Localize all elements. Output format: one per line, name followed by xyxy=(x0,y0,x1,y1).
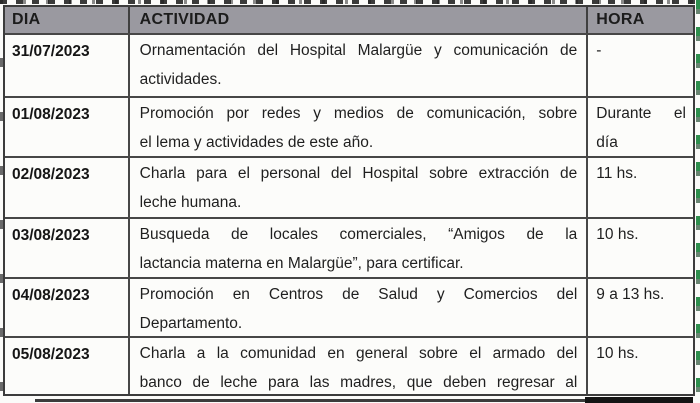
header-actividad: ACTIVIDAD xyxy=(130,7,589,33)
hora-cell xyxy=(588,98,693,156)
hora-line: 9 a 13 hs. xyxy=(596,286,665,303)
table-row xyxy=(5,35,693,98)
activity-line: Busqueda de locales comerciales, “Amigos de la xyxy=(139,226,578,243)
scan-noise-top xyxy=(0,0,700,4)
activity-line: actividades. xyxy=(139,71,222,88)
activity-line: leche humana. xyxy=(139,194,242,211)
header-dia: DIA xyxy=(5,7,130,33)
activity-line: lactancia materna en Malargüe”, para certificar. xyxy=(139,255,464,272)
date-cell: 04/08/2023 xyxy=(12,287,90,304)
next-row-partial-line xyxy=(35,399,585,402)
hora-line: - xyxy=(596,42,602,59)
table-row xyxy=(5,338,693,394)
activity-line: Charla a la comunidad en general sobre el armado del xyxy=(139,345,578,362)
table-row xyxy=(5,219,693,279)
activity-line: banco de leche para las madres, que deben regresar al xyxy=(139,374,578,391)
hora-cell xyxy=(588,158,693,217)
activity-cell xyxy=(130,219,589,277)
activity-line: Promoción por redes y medios de comunicación, sobre xyxy=(139,105,578,122)
hora-line: 10 hs. xyxy=(596,345,639,362)
hora-cell xyxy=(588,35,693,96)
hora-cell xyxy=(588,219,693,277)
schedule-table xyxy=(3,5,695,396)
next-row-partial-cell xyxy=(585,397,693,403)
activity-cell xyxy=(130,158,589,217)
hora-line: 11 hs. xyxy=(596,165,638,182)
header-hora: HORA xyxy=(596,11,645,28)
activity-line: Departamento. xyxy=(139,315,243,332)
activity-line: Ornamentación del Hospital Malargüe y comunicación de xyxy=(139,42,578,59)
table-row xyxy=(5,279,693,338)
scan-edge-right xyxy=(696,0,700,403)
activity-cell xyxy=(130,279,589,336)
date-cell: 03/08/2023 xyxy=(12,227,90,244)
activity-cell xyxy=(130,338,589,394)
activity-cell xyxy=(130,35,589,96)
hora-cell xyxy=(588,279,693,336)
date-cell: 02/08/2023 xyxy=(12,166,90,183)
date-cell: 05/08/2023 xyxy=(12,346,90,363)
activity-line: Charla para el personal del Hospital sobre extracción de xyxy=(139,165,578,182)
table-row xyxy=(5,158,693,219)
hora-line: día xyxy=(596,134,618,151)
hora-cell xyxy=(588,338,693,394)
table-header-row xyxy=(5,7,693,35)
activity-line: Promoción en Centros de Salud y Comercios del xyxy=(139,286,578,303)
date-cell: 31/07/2023 xyxy=(12,43,90,60)
date-cell: 01/08/2023 xyxy=(12,106,90,123)
activity-line: el lema y actividades de este año. xyxy=(139,134,374,151)
hora-line: Durante el xyxy=(596,105,686,122)
hora-line: 10 hs. xyxy=(596,226,639,243)
table-row xyxy=(5,98,693,158)
activity-cell xyxy=(130,98,589,156)
